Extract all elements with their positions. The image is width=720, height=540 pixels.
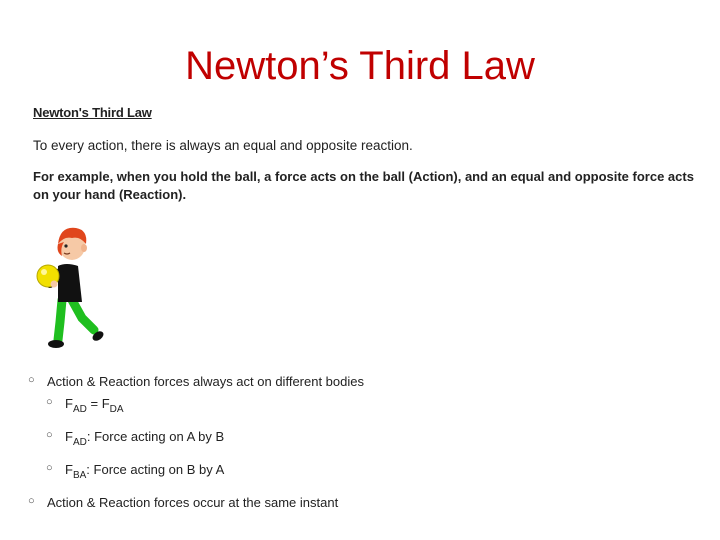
document-heading: Newton's Third Law [33,105,152,120]
bullet-marker: ○ [46,462,53,474]
bullet-marker: ○ [46,396,53,408]
bullet-marker: ○ [28,495,35,507]
bullet-text: Action & Reaction forces always act on different bodies [47,374,364,389]
example-paragraph: For example, when you hold the ball, a force acts on the ball (Action), and an equal and opposite force acts on your hand (Reaction). [33,169,694,202]
slide-title: Newton’s Third Law [185,44,535,88]
fad-definition: $F_{AD}$: Force acting on A by B [65,429,225,448]
bullet-text: Action & Reaction forces occur at the same instant [47,495,339,510]
boy-holding-ball-icon [30,222,115,352]
law-statement: To every action, there is always an equal and opposite reaction. [33,138,413,153]
fba-definition: $F_{BA}$: Force acting on B by A [65,462,225,481]
bullet-marker: ○ [46,429,53,441]
equation-text: $F_{AD} = F_{DA}$ [65,396,124,415]
document-excerpt [33,104,703,204]
bullet-marker: ○ [28,374,35,386]
